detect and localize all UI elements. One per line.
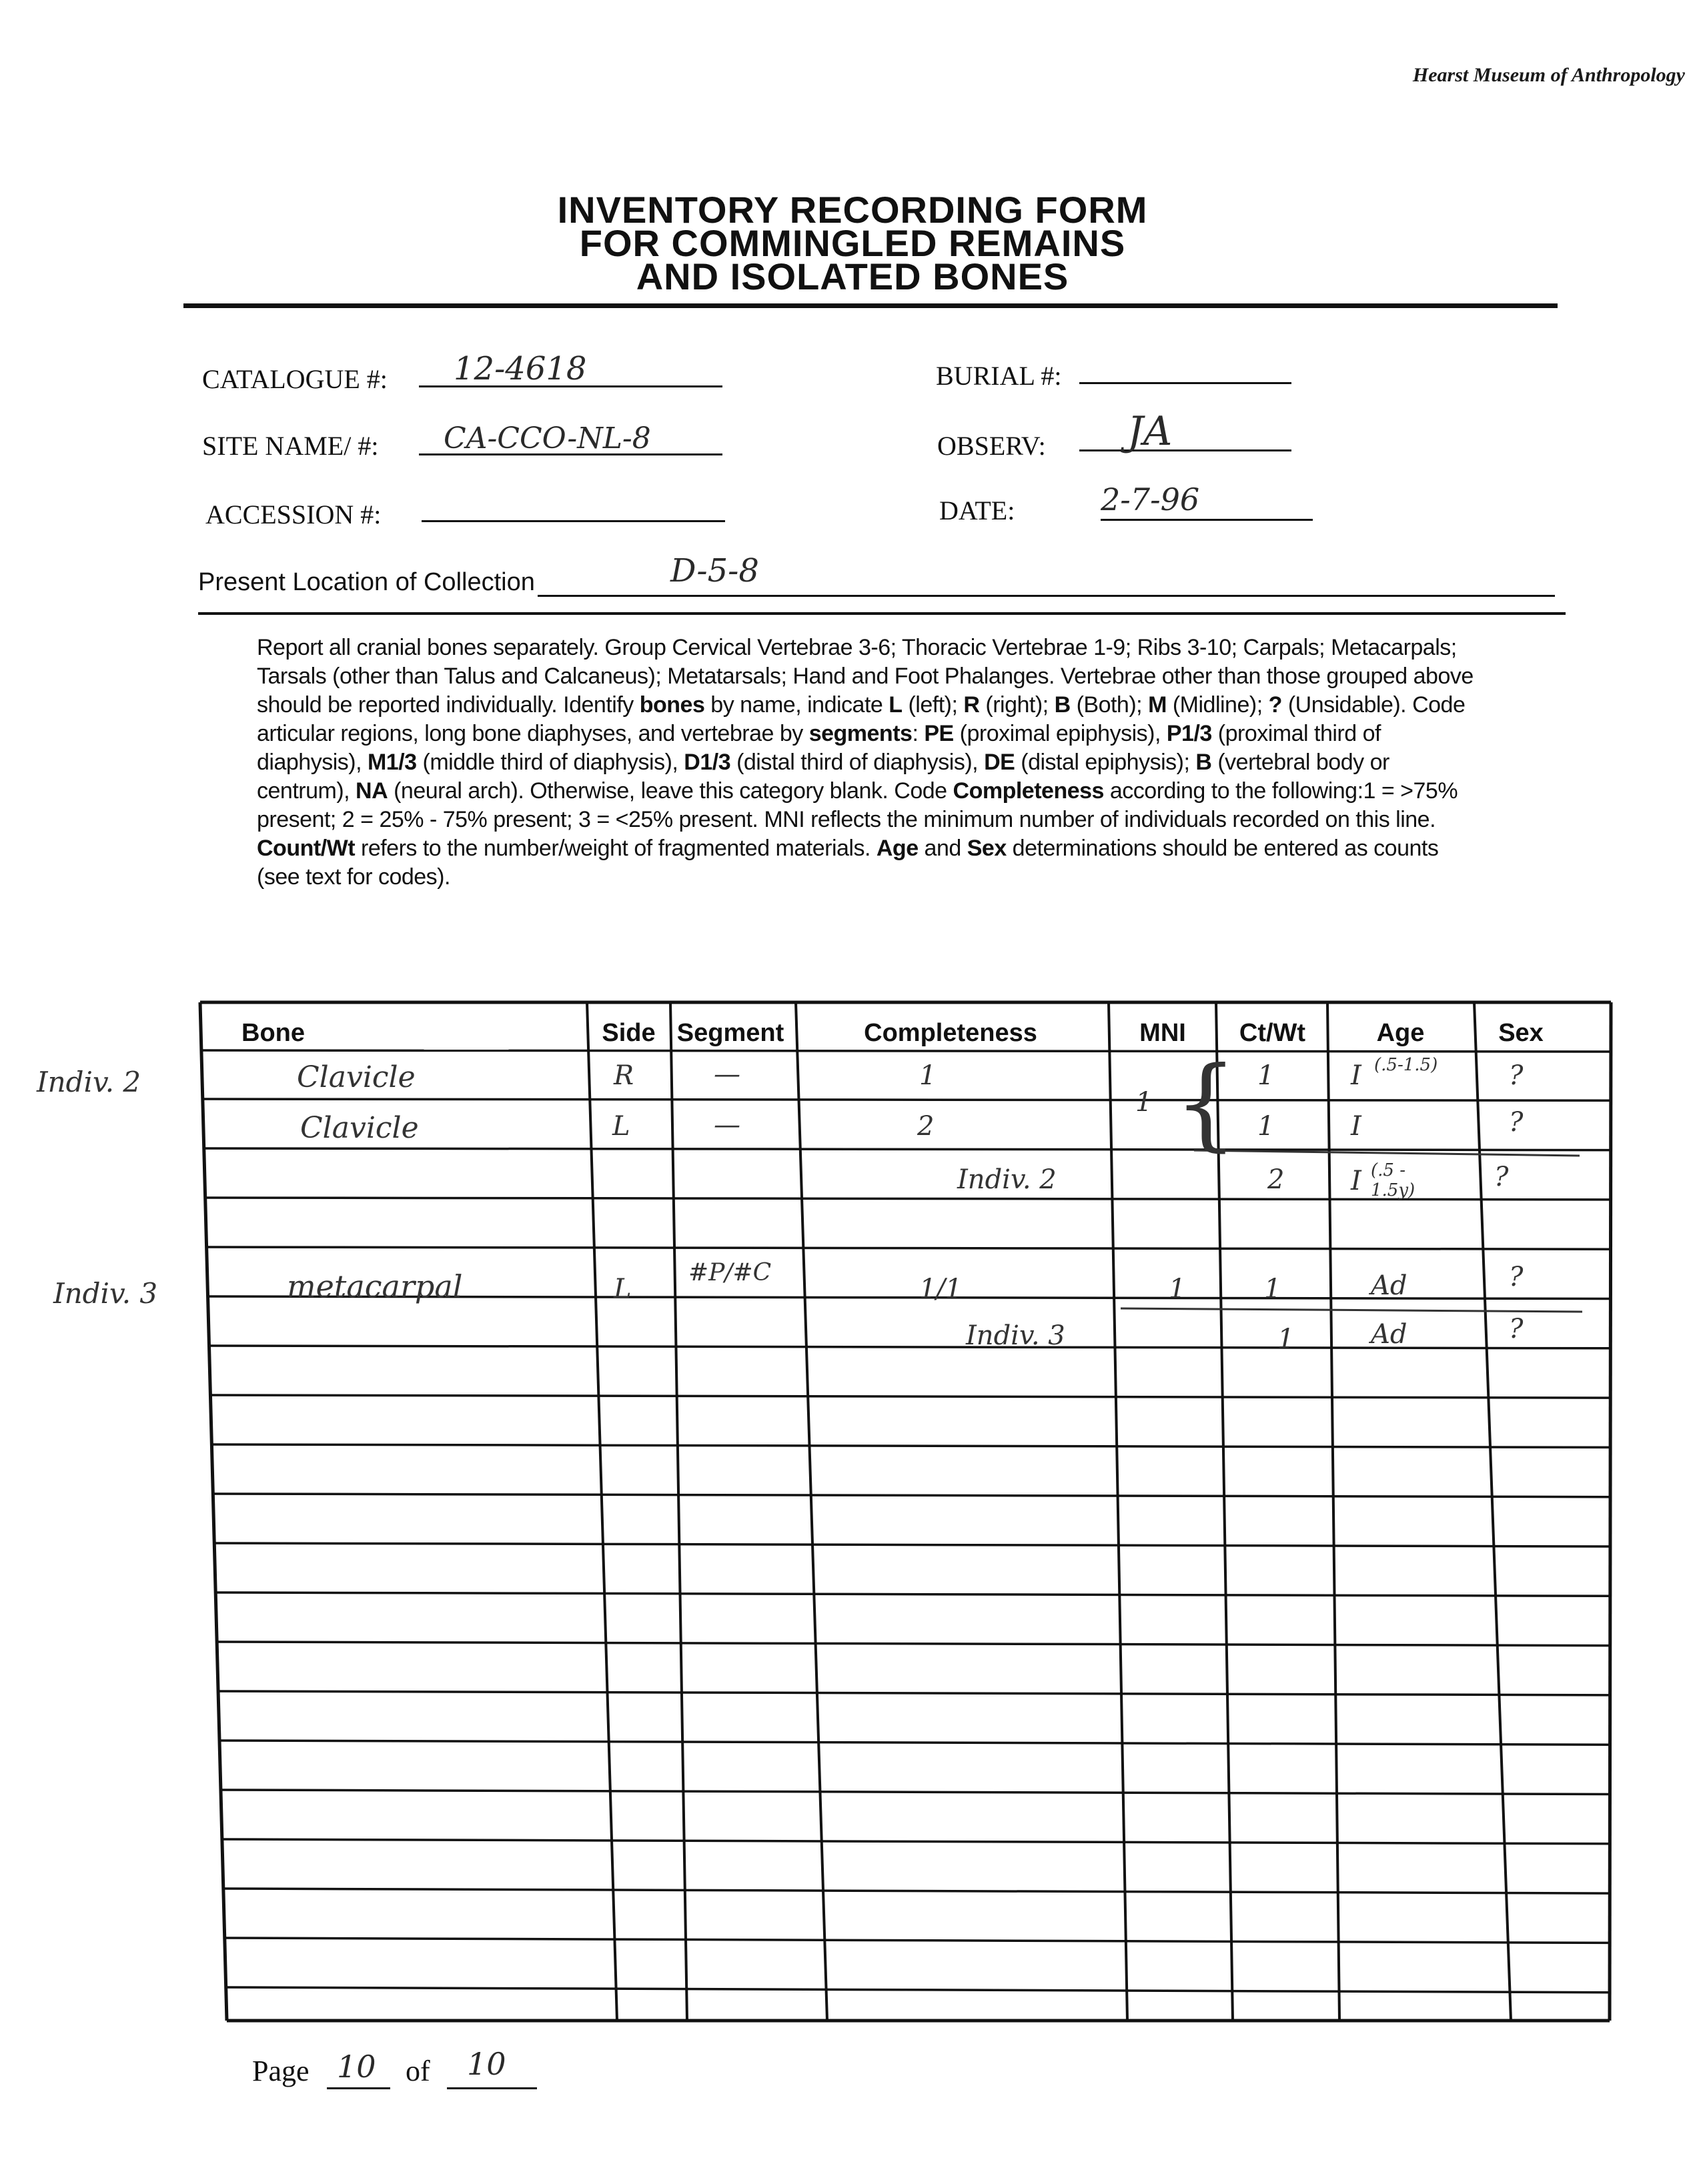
col-header-mni: MNI xyxy=(1139,1019,1186,1047)
row-4-sex[interactable]: ? xyxy=(1509,1262,1524,1292)
col-header-completeness: Completeness xyxy=(864,1019,1037,1047)
observer-label: OBSERV: xyxy=(937,431,1046,461)
row-3-age-note: (.5 - 1.5y) xyxy=(1371,1160,1415,1200)
row-2-mni[interactable]: 1 xyxy=(1135,1087,1153,1118)
col-header-age: Age xyxy=(1376,1019,1425,1047)
title-line-2: FOR COMMINGLED REMAINS xyxy=(579,222,1126,264)
page-number-line xyxy=(327,2087,390,2089)
page-total-value[interactable]: 10 xyxy=(467,2046,506,2082)
row-2-sex[interactable]: ? xyxy=(1509,1107,1524,1138)
catalogue-value[interactable]: 12-4618 xyxy=(454,350,587,387)
row-5-ctwt[interactable]: 1 xyxy=(1277,1324,1295,1354)
row-5-sex[interactable]: ? xyxy=(1509,1314,1524,1344)
row-1-segment[interactable]: — xyxy=(714,1059,740,1090)
date-label: DATE: xyxy=(939,495,1015,525)
burial-label: BURIAL #: xyxy=(936,361,1062,391)
row-3-age[interactable]: I xyxy=(1351,1166,1361,1196)
row-4-segment[interactable]: #P/#C xyxy=(688,1259,772,1286)
row-4-bone[interactable]: metacarpal xyxy=(287,1268,463,1304)
row-4-age[interactable]: Ad xyxy=(1371,1270,1407,1301)
row-3-label: Indiv. 2 xyxy=(957,1164,1057,1195)
instructions-text: Report all cranial bones separately. Group Cervical Vertebrae 3-6; Thoracic Vertebrae 1-9; Ribs 3-10; Carpals; Metacarpals; Tarsals (other than Talus and Calcaneus); Metatarsals; Hand and Foot Phalanges. Vertebrae other than those grouped above should be reported individually. Identify bones by name, indicate L (left); R (right); B (Both); M (Midline); ? (Unsidable). Code articular regions, long bone diaphyses, and vertebrae by segments: PE (proximal epiphysis), P1/3 (proximal third of diaphysis), M1/3 (middle third of diaphysis), D1/3 (distal third of diaphysis), DE (distal epiphysis); B (vertebral body or centrum), NA (neural arch). Otherwise, leave this category blank. Code Completeness according to the following:1 = >75% present; 2 = 25% - 75% present; 3 = <25% present. MNI reflects the minimum number of individuals recorded on this line. Count/Wt refers to the number/weight of fragmented materials. Age and Sex determinations should be entered as counts (see text for codes). xyxy=(257,635,1474,890)
organization-name: Hearst Museum of Anthropology xyxy=(1412,64,1685,86)
title-line-3: AND ISOLATED BONES xyxy=(636,255,1069,297)
row-4-side[interactable]: L xyxy=(614,1274,632,1304)
row-3-ctwt[interactable]: 2 xyxy=(1267,1164,1285,1195)
row-4-mni[interactable]: 1 xyxy=(1169,1274,1186,1304)
row-2-ctwt[interactable]: 1 xyxy=(1257,1111,1275,1142)
row-1-completeness[interactable]: 1 xyxy=(919,1060,937,1091)
col-header-segment: Segment xyxy=(676,1019,784,1047)
row-2-segment[interactable]: — xyxy=(714,1110,740,1140)
row-1-ctwt[interactable]: 1 xyxy=(1257,1060,1275,1091)
location-value[interactable]: D-5-8 xyxy=(670,552,759,590)
row-1-age-note: (.5-1.5) xyxy=(1374,1055,1438,1075)
row-2-side[interactable]: L xyxy=(612,1111,630,1142)
date-value[interactable]: 2-7-96 xyxy=(1101,481,1200,517)
page-label: Page xyxy=(252,2055,310,2087)
margin-note-indiv-2: Indiv. 2 xyxy=(37,1066,141,1098)
row-4-completeness[interactable]: 1/1 xyxy=(919,1274,963,1304)
location-label: Present Location of Collection xyxy=(198,568,535,596)
catalogue-label: CATALOGUE #: xyxy=(202,364,388,394)
title-line-1: INVENTORY RECORDING FORM xyxy=(557,189,1148,231)
observer-value[interactable]: JA xyxy=(1127,408,1173,455)
col-header-ctwt: Ct/Wt xyxy=(1239,1019,1306,1047)
row-1-bone[interactable]: Clavicle xyxy=(297,1060,416,1094)
of-label: of xyxy=(406,2055,430,2087)
row-1-side[interactable]: R xyxy=(614,1060,634,1091)
page-total-line xyxy=(447,2087,537,2089)
accession-label: ACCESSION #: xyxy=(205,499,382,529)
col-header-sex: Sex xyxy=(1498,1019,1544,1047)
row-3-sex[interactable]: ? xyxy=(1494,1162,1509,1192)
row-1-age[interactable]: I xyxy=(1351,1060,1361,1091)
row-5-age[interactable]: Ad xyxy=(1371,1319,1407,1350)
margin-note-indiv-3: Indiv. 3 xyxy=(53,1277,158,1310)
row-4-ctwt[interactable]: 1 xyxy=(1264,1274,1281,1304)
site-name-value[interactable]: CA-CCO-NL-8 xyxy=(444,421,651,455)
row-2-completeness[interactable]: 2 xyxy=(917,1111,935,1142)
page-number-value[interactable]: 10 xyxy=(337,2049,376,2085)
row-2-age[interactable]: I xyxy=(1351,1111,1361,1142)
col-header-bone: Bone xyxy=(241,1019,305,1047)
row-5-label: Indiv. 3 xyxy=(966,1320,1065,1351)
col-header-side: Side xyxy=(602,1019,656,1047)
site-name-label: SITE NAME/ #: xyxy=(202,431,379,461)
mni-brace: { xyxy=(1174,1046,1238,1162)
row-2-bone[interactable]: Clavicle xyxy=(300,1111,419,1145)
row-1-sex[interactable]: ? xyxy=(1509,1060,1524,1091)
